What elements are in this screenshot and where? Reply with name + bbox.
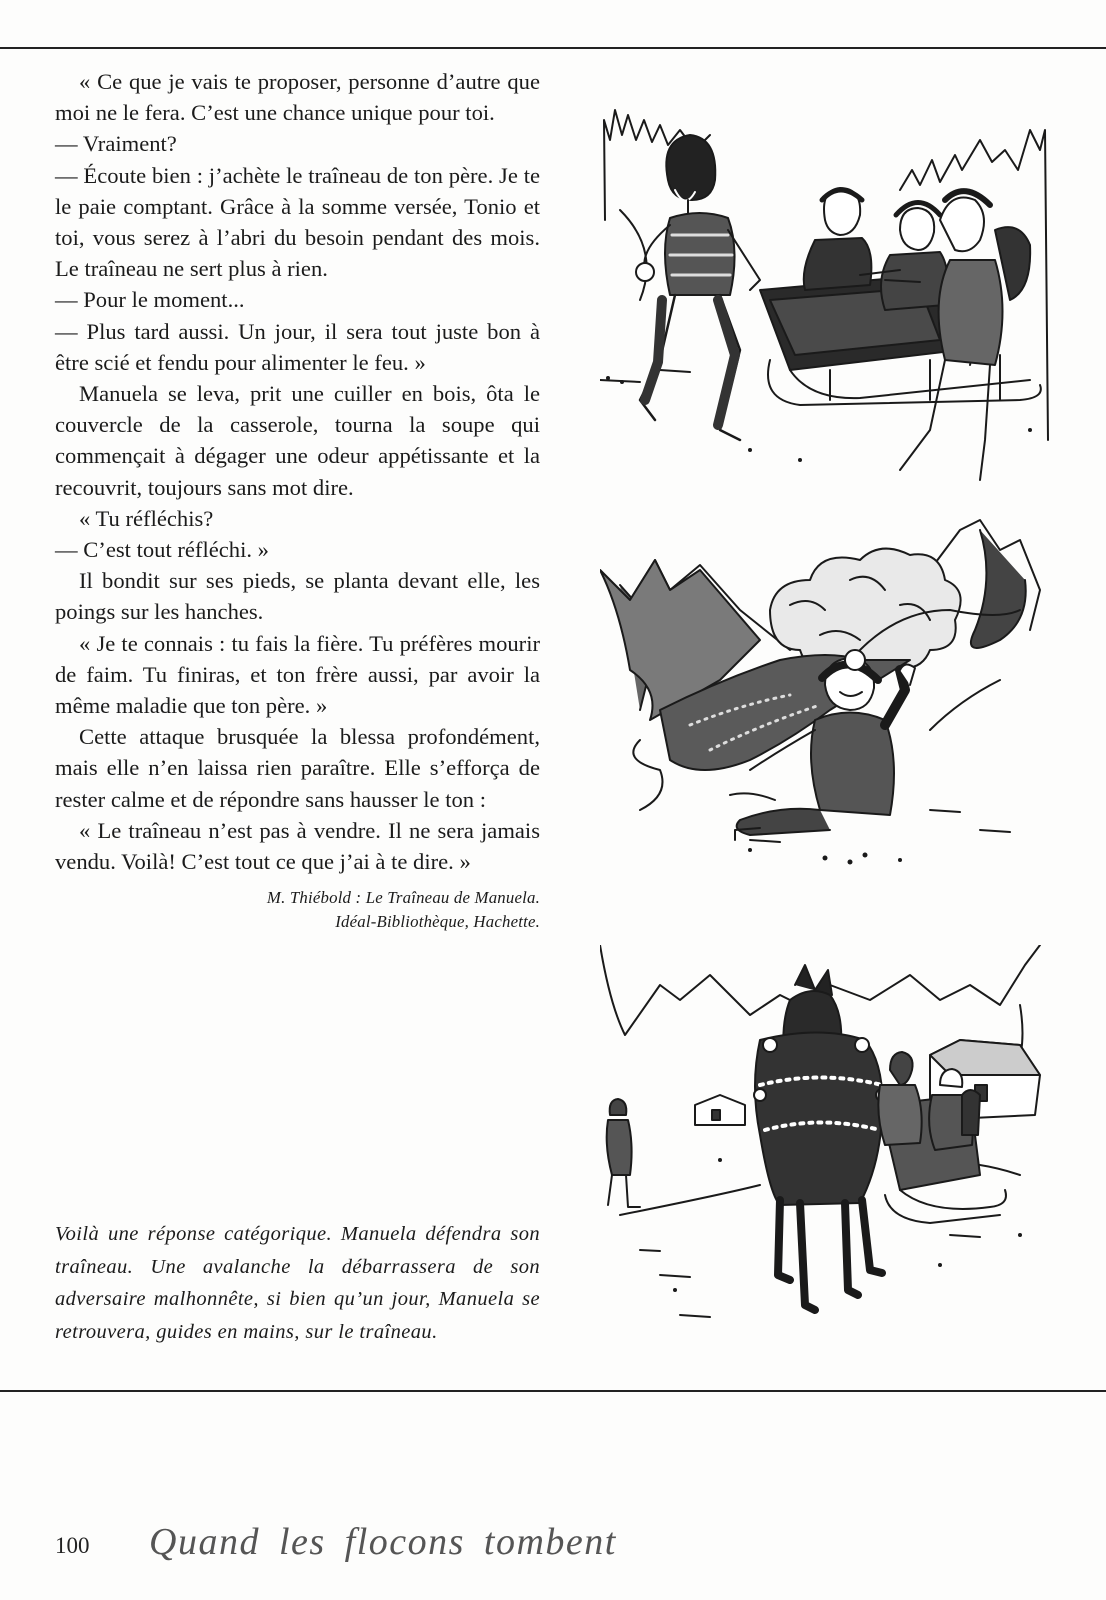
chapter-title: Quand les flocons tombent xyxy=(149,1521,617,1563)
chapter-summary: Voilà une réponse catégorique. Manuela défendra son traîneau. Une avalanche la débarrassera de son adversaire malhonnête, si bien qu’un jour, Manuela se retrouvera, guides en mains, sur le traîneau. xyxy=(55,1223,540,1343)
story-paragraphs xyxy=(55,66,540,877)
story-paragraph: « Ce que je vais te proposer, personne d’autre que moi ne le fera. C’est une chance unique pour toi. xyxy=(55,69,540,126)
story-paragraph: Manuela se leva, prit une cuiller en bois, ôta le couvercle de la casserole, tourna la soupe qui commençait à dégager une odeur appétissante et la recouvrit, toujours sans mot dire. xyxy=(55,381,540,500)
top-rule xyxy=(0,47,1106,49)
story-text xyxy=(55,66,540,934)
story-paragraph: « Tu réfléchis? xyxy=(79,505,214,531)
story-paragraph: Cette attaque brusquée la blessa profondément, mais elle n’en laissa rien paraître. Elle s’efforça de rester calme et de répondre sans hausser le ton : xyxy=(55,724,540,812)
story-paragraph: — Pour le moment... xyxy=(55,287,245,313)
story-paragraph: — C’est tout réfléchi. » xyxy=(55,537,269,563)
story-paragraph: — Écoute bien : j’achète le traîneau de ton père. Je te le paie comptant. Grâce à la somme versée, Tonio et toi, vous serez à l’abri du besoin pendant des mois. Le traîneau ne sert plus à rien. xyxy=(55,162,540,282)
page-number: 100 xyxy=(55,1533,90,1558)
illustration-children-sled xyxy=(600,100,1070,490)
source-credit xyxy=(55,886,540,934)
page-footer xyxy=(55,1520,755,1570)
story-paragraph: Il bondit sur ses pieds, se planta devant elle, les poings sur les hanches. xyxy=(55,568,540,625)
story-paragraph: « Je te connais : tu fais la fière. Tu préfères mourir de faim. Tu finiras, et ton frère aussi, par avoir la même maladie que ton père. » xyxy=(55,630,540,719)
story-paragraph: — Vraiment? xyxy=(55,131,177,157)
story-paragraph: — Plus tard aussi. Un jour, il sera tout juste bon à être scié et fendu pour alimenter le feu. » xyxy=(55,318,540,375)
illustration-horse-sled xyxy=(600,945,1070,1345)
credit-line-publisher: Idéal-Bibliothèque, Hachette. xyxy=(335,912,540,932)
story-paragraph: « Le traîneau n’est pas à vendre. Il ne sera jamais vendu. Voilà! C’est tout ce que j’ai à te dire. » xyxy=(55,817,540,875)
credit-line-author: M. Thiébold : Le Traîneau de Manuela. xyxy=(266,888,540,908)
bottom-rule xyxy=(0,1390,1106,1392)
illustration-avalanche xyxy=(600,510,1070,890)
